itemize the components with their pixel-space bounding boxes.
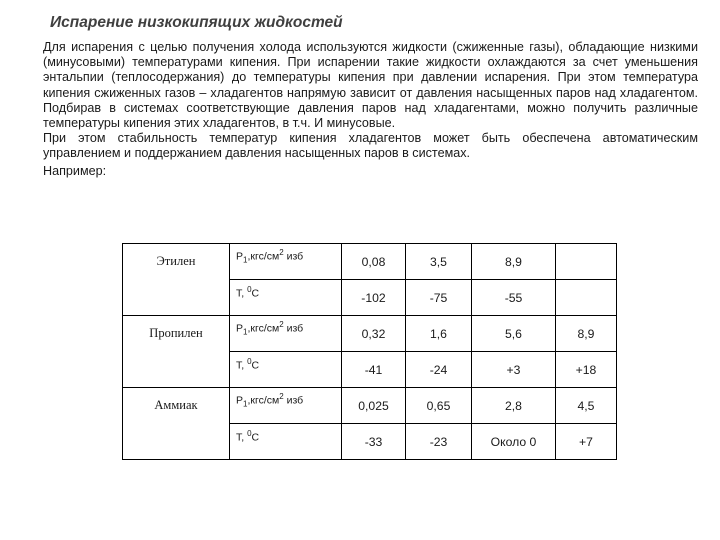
param-pressure-label: $P_1,кгс/см^2$ изб — [230, 244, 342, 280]
param-pressure-label: $P_1,кгс/см^2$ изб — [230, 388, 342, 424]
slide-title: Испарение низкокипящих жидкостей — [50, 14, 343, 31]
table-cell: -102 — [342, 280, 406, 316]
table-cell: -23 — [406, 424, 472, 460]
example-label: Например: — [43, 163, 107, 178]
param-temp-label: T, $^0$C — [230, 280, 342, 316]
subscript: 1 — [243, 255, 248, 265]
table-cell: -41 — [342, 352, 406, 388]
substance-name-continued — [123, 352, 230, 388]
table-cell: 2,8 — [472, 388, 556, 424]
table-row — [123, 424, 617, 460]
superscript: 2 — [279, 392, 284, 402]
substance-name: Этилен — [123, 244, 230, 280]
superscript: 0 — [247, 429, 252, 439]
table-cell: Около 0 — [472, 424, 556, 460]
table-cell: 3,5 — [406, 244, 472, 280]
table-cell: +3 — [472, 352, 556, 388]
substance-name: Аммиак — [123, 388, 230, 424]
param-pressure-label: $P_1,кгс/см^2$ изб — [230, 316, 342, 352]
table-row — [123, 316, 617, 352]
table-cell: -33 — [342, 424, 406, 460]
superscript: 2 — [279, 320, 284, 330]
superscript: 2 — [279, 248, 284, 258]
table-row — [123, 352, 617, 388]
substance-name-continued — [123, 424, 230, 460]
table-cell: 0,08 — [342, 244, 406, 280]
table-cell: 5,6 — [472, 316, 556, 352]
paragraph: Для испарения с целью получения холода используются жидкости (сжиженные газы), обладающие низкими (минусовыми) температурами кипения. При испарении такие жидкости охлаждаются за счет уменьшения энтальпии (теплосодержания) до температуры кипения при давлении испарения. При этом температура кипения сжиженных газов – хладагентов напрямую зависит от давления насыщенных паров над хладагентом. Подбирав в системах соответствующие давления паров над хладагентами, можно получить различные температуры кипения этих хладагентов, в т.ч. И минусовые. — [43, 40, 698, 131]
superscript: 0 — [247, 357, 252, 367]
table-row — [123, 280, 617, 316]
subscript: 1 — [243, 327, 248, 337]
table-cell — [556, 280, 617, 316]
table-cell — [556, 244, 617, 280]
param-temp-label: T, $^0$C — [230, 424, 342, 460]
table-cell: 8,9 — [556, 316, 617, 352]
refrigerant-table — [122, 243, 617, 460]
body-text — [43, 40, 698, 179]
table-cell: 8,9 — [472, 244, 556, 280]
param-temp-label: T, $^0$C — [230, 352, 342, 388]
paragraph: При этом стабильность температур кипения хладагентов может быть обеспечена автоматическим управлением и поддержанием давления насыщенных паров в системах. — [43, 131, 698, 161]
table-row — [123, 244, 617, 280]
table-cell: +7 — [556, 424, 617, 460]
table-cell: 0,65 — [406, 388, 472, 424]
superscript: 0 — [247, 285, 252, 295]
substance-name-continued — [123, 280, 230, 316]
table-cell: 1,6 — [406, 316, 472, 352]
table-cell: 0,32 — [342, 316, 406, 352]
table-cell: -55 — [472, 280, 556, 316]
table-cell: -75 — [406, 280, 472, 316]
table-row — [123, 388, 617, 424]
subscript: 1 — [243, 399, 248, 409]
table-cell: 4,5 — [556, 388, 617, 424]
substance-name: Пропилен — [123, 316, 230, 352]
table-cell: 0,025 — [342, 388, 406, 424]
table-cell: -24 — [406, 352, 472, 388]
table-cell: +18 — [556, 352, 617, 388]
